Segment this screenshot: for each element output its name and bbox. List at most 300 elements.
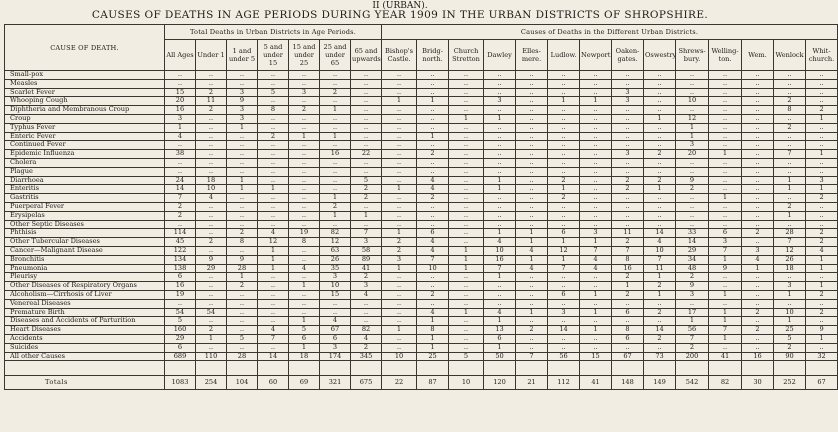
- table-cell: 1: [806, 114, 838, 123]
- table-cell: ..: [580, 194, 612, 203]
- table-cell: ..: [449, 317, 484, 326]
- table-cell: ..: [449, 334, 484, 343]
- table-cell: ..: [449, 343, 484, 352]
- table-cell: 10: [774, 308, 806, 317]
- table-cell: 8: [612, 326, 644, 335]
- table-cell: ..: [351, 158, 382, 167]
- spacer-cell: [417, 361, 449, 376]
- table-cell: ..: [289, 176, 320, 185]
- table-cell: 29: [676, 246, 709, 255]
- table-cell: ..: [676, 211, 709, 220]
- table-cell: ..: [320, 299, 351, 308]
- table-cell: ..: [351, 114, 382, 123]
- table-cell: ..: [742, 220, 774, 229]
- table-cell: ..: [227, 79, 258, 88]
- totals-cell: 22: [382, 376, 417, 390]
- table-cell: 1: [709, 194, 742, 203]
- table-cell: 17: [676, 308, 709, 317]
- table-cell: 1: [806, 255, 838, 264]
- table-cell: ..: [382, 132, 417, 141]
- table-cell: 3: [709, 238, 742, 247]
- totals-cell: 148: [612, 376, 644, 390]
- table-cell: ..: [196, 167, 227, 176]
- table-cell: ..: [351, 88, 382, 97]
- table-cell: ..: [516, 176, 548, 185]
- table-row: [5, 158, 838, 167]
- table-cell: ..: [320, 220, 351, 229]
- table-cell: ..: [449, 97, 484, 106]
- table-cell: ..: [351, 71, 382, 80]
- spacer-cell: [806, 361, 838, 376]
- table-cell: 4: [516, 264, 548, 273]
- table-cell: 4: [417, 246, 449, 255]
- table-cell: 1: [806, 264, 838, 273]
- table-cell: ..: [644, 88, 676, 97]
- table-cell: ..: [382, 71, 417, 80]
- table-cell: 48: [676, 264, 709, 273]
- table-cell: ..: [742, 282, 774, 291]
- table-cell: ..: [351, 141, 382, 150]
- table-row: [5, 343, 838, 352]
- table-cell: 82: [320, 229, 351, 238]
- table-cell: 2: [548, 176, 580, 185]
- table-cell: 1: [516, 238, 548, 247]
- table-cell: 1: [382, 185, 417, 194]
- table-cell: ..: [774, 194, 806, 203]
- table-cell: 8: [289, 238, 320, 247]
- table-cell: 14: [676, 238, 709, 247]
- table-cell: ..: [644, 132, 676, 141]
- table-cell: ..: [580, 334, 612, 343]
- table-cell: 7: [580, 246, 612, 255]
- table-cell: ..: [449, 290, 484, 299]
- table-cell: ..: [320, 158, 351, 167]
- table-cell: ..: [644, 317, 676, 326]
- table-cell: 2: [417, 150, 449, 159]
- table-cell: ..: [289, 273, 320, 282]
- table-cell: 1: [516, 229, 548, 238]
- table-cell: 2: [742, 229, 774, 238]
- table-cell: 4: [742, 255, 774, 264]
- table-cell: ..: [165, 299, 196, 308]
- table-cell: ..: [227, 158, 258, 167]
- table-cell: ..: [417, 141, 449, 150]
- table-cell: 2: [644, 308, 676, 317]
- table-cell: ..: [580, 123, 612, 132]
- table-cell: 2: [258, 132, 289, 141]
- table-cell: 160: [165, 326, 196, 335]
- table-cell: ..: [742, 176, 774, 185]
- table-cell: 16: [612, 264, 644, 273]
- table-cell: ..: [516, 114, 548, 123]
- district-column-header: Dawley: [484, 40, 516, 71]
- table-cell: 2: [774, 97, 806, 106]
- table-cell: ..: [196, 211, 227, 220]
- table-cell: ..: [196, 114, 227, 123]
- table-cell: ..: [382, 88, 417, 97]
- table-cell: ..: [417, 79, 449, 88]
- table-cell: ..: [449, 202, 484, 211]
- table-row: [5, 238, 838, 247]
- cause-label: Venereal Diseases: [5, 299, 165, 308]
- table-cell: ..: [580, 79, 612, 88]
- table-cell: 15: [320, 290, 351, 299]
- table-cell: ..: [417, 158, 449, 167]
- table-row: [5, 194, 838, 203]
- district-column-header: Whit-church.: [806, 40, 838, 71]
- table-cell: ..: [320, 141, 351, 150]
- table-cell: ..: [227, 220, 258, 229]
- table-cell: ..: [516, 150, 548, 159]
- table-cell: 1: [580, 326, 612, 335]
- table-cell: 5: [351, 176, 382, 185]
- table-cell: ..: [612, 343, 644, 352]
- table-cell: 2: [742, 308, 774, 317]
- table-cell: ..: [709, 176, 742, 185]
- table-cell: ..: [774, 220, 806, 229]
- table-cell: ..: [484, 220, 516, 229]
- table-cell: ..: [289, 114, 320, 123]
- table-cell: ..: [676, 79, 709, 88]
- table-cell: ..: [351, 167, 382, 176]
- table-cell: 2: [806, 106, 838, 115]
- table-cell: ..: [644, 194, 676, 203]
- table-cell: 3: [227, 106, 258, 115]
- table-cell: 1: [320, 194, 351, 203]
- table-cell: ..: [676, 158, 709, 167]
- table-cell: ..: [351, 317, 382, 326]
- table-cell: ..: [676, 71, 709, 80]
- table-cell: ..: [196, 158, 227, 167]
- table-cell: ..: [806, 317, 838, 326]
- table-cell: ..: [644, 158, 676, 167]
- table-cell: ..: [196, 141, 227, 150]
- table-cell: 7: [417, 255, 449, 264]
- table-cell: ..: [351, 123, 382, 132]
- table-cell: 2: [382, 238, 417, 247]
- table-cell: ..: [289, 150, 320, 159]
- table-cell: ..: [644, 71, 676, 80]
- totals-cell: 41: [580, 376, 612, 390]
- table-cell: 2: [516, 326, 548, 335]
- table-cell: ..: [742, 211, 774, 220]
- table-row: [5, 326, 838, 335]
- table-cell: 3: [484, 97, 516, 106]
- table-cell: ..: [742, 334, 774, 343]
- totals-cell: 542: [676, 376, 709, 390]
- table-cell: ..: [289, 123, 320, 132]
- table-cell: 41: [351, 264, 382, 273]
- table-cell: 1: [709, 255, 742, 264]
- table-cell: 1: [449, 246, 484, 255]
- district-column-header: Newport: [580, 40, 612, 71]
- table-cell: 1: [227, 176, 258, 185]
- table-cell: ..: [709, 282, 742, 291]
- totals-cell: 321: [320, 376, 351, 390]
- table-cell: ..: [742, 317, 774, 326]
- table-cell: 1: [676, 317, 709, 326]
- table-cell: 3: [580, 229, 612, 238]
- table-cell: ..: [449, 282, 484, 291]
- table-cell: 82: [351, 326, 382, 335]
- table-cell: 2: [676, 185, 709, 194]
- table-cell: 10: [676, 97, 709, 106]
- table-cell: ..: [806, 97, 838, 106]
- table-cell: ..: [382, 202, 417, 211]
- table-cell: 7: [676, 334, 709, 343]
- table-cell: ..: [196, 299, 227, 308]
- table-cell: 1: [196, 334, 227, 343]
- table-cell: ..: [351, 79, 382, 88]
- table-cell: ..: [258, 167, 289, 176]
- table-cell: 19: [289, 229, 320, 238]
- table-cell: ..: [258, 220, 289, 229]
- table-cell: 1: [320, 211, 351, 220]
- table-cell: ..: [774, 273, 806, 282]
- table-cell: ..: [806, 132, 838, 141]
- table-cell: 12: [774, 246, 806, 255]
- spacer-cell: [709, 361, 742, 376]
- table-cell: ..: [320, 185, 351, 194]
- table-cell: ..: [516, 97, 548, 106]
- table-cell: ..: [351, 308, 382, 317]
- table-cell: ..: [417, 167, 449, 176]
- table-cell: 2: [612, 290, 644, 299]
- table-cell: ..: [351, 299, 382, 308]
- table-cell: 1: [258, 246, 289, 255]
- table-cell: ..: [484, 106, 516, 115]
- table-cell: 8: [774, 106, 806, 115]
- table-row: [5, 185, 838, 194]
- table-cell: ..: [742, 273, 774, 282]
- table-cell: 1: [548, 185, 580, 194]
- table-cell: ..: [449, 167, 484, 176]
- cause-label: Pleurisy: [5, 273, 165, 282]
- table-cell: ..: [580, 114, 612, 123]
- table-cell: 1: [165, 123, 196, 132]
- table-cell: 1: [382, 264, 417, 273]
- table-cell: ..: [382, 176, 417, 185]
- cause-label: Diphtheria and Membranous Croup: [5, 106, 165, 115]
- table-cell: ..: [516, 202, 548, 211]
- table-cell: 3: [227, 88, 258, 97]
- table-cell: ..: [382, 299, 417, 308]
- table-cell: ..: [548, 79, 580, 88]
- table-cell: 3: [351, 238, 382, 247]
- table-cell: ..: [612, 220, 644, 229]
- table-cell: 9: [709, 264, 742, 273]
- spacer-cell: [580, 361, 612, 376]
- table-cell: 1: [806, 150, 838, 159]
- table-cell: ..: [548, 334, 580, 343]
- table-cell: 2: [417, 194, 449, 203]
- table-cell: ..: [742, 202, 774, 211]
- table-cell: ..: [449, 79, 484, 88]
- table-cell: 18: [289, 352, 320, 361]
- table-cell: ..: [351, 202, 382, 211]
- table-cell: 5: [289, 326, 320, 335]
- cause-label: Other Diseases of Respiratory Organs: [5, 282, 165, 291]
- table-cell: ..: [709, 211, 742, 220]
- table-cell: ..: [612, 211, 644, 220]
- table-cell: 9: [227, 97, 258, 106]
- table-cell: 1: [382, 229, 417, 238]
- table-cell: 6: [165, 343, 196, 352]
- table-cell: ..: [516, 334, 548, 343]
- table-cell: ..: [417, 202, 449, 211]
- district-column-header: Oaken-gates.: [612, 40, 644, 71]
- table-cell: ..: [612, 194, 644, 203]
- table-cell: ..: [417, 114, 449, 123]
- spacer-cell: [351, 361, 382, 376]
- table-cell: 2: [196, 88, 227, 97]
- table-cell: ..: [516, 132, 548, 141]
- table-cell: 6: [548, 290, 580, 299]
- table-cell: ..: [258, 71, 289, 80]
- table-cell: 3: [742, 246, 774, 255]
- table-cell: 6: [612, 308, 644, 317]
- table-cell: ..: [644, 167, 676, 176]
- district-column-header: Oswestry: [644, 40, 676, 71]
- table-cell: ..: [612, 123, 644, 132]
- table-cell: ..: [580, 282, 612, 291]
- table-cell: ..: [580, 317, 612, 326]
- table-row: [5, 352, 838, 361]
- totals-cell: 30: [742, 376, 774, 390]
- table-cell: ..: [351, 220, 382, 229]
- table-cell: 7: [774, 238, 806, 247]
- totals-cell: 675: [351, 376, 382, 390]
- table-cell: 45: [165, 238, 196, 247]
- table-cell: 1: [417, 97, 449, 106]
- cause-label: Diseases and Accidents of Parturition: [5, 317, 165, 326]
- table-cell: ..: [806, 343, 838, 352]
- table-cell: 2: [351, 194, 382, 203]
- table-cell: ..: [774, 71, 806, 80]
- table-row: [5, 202, 838, 211]
- totals-cell: 67: [806, 376, 838, 390]
- table-row: [5, 106, 838, 115]
- table-cell: 2: [806, 308, 838, 317]
- table-cell: ..: [806, 202, 838, 211]
- table-cell: 50: [484, 352, 516, 361]
- table-cell: ..: [320, 79, 351, 88]
- table-cell: ..: [806, 167, 838, 176]
- table-cell: 1: [709, 308, 742, 317]
- table-cell: ..: [484, 290, 516, 299]
- table-cell: 1: [580, 290, 612, 299]
- table-cell: ..: [449, 326, 484, 335]
- table-cell: ..: [351, 97, 382, 106]
- table-cell: ..: [258, 299, 289, 308]
- table-cell: ..: [580, 202, 612, 211]
- totals-cell: 87: [417, 376, 449, 390]
- table-cell: ..: [227, 343, 258, 352]
- page-label: II (URBAN).: [372, 1, 428, 11]
- totals-cell: 60: [258, 376, 289, 390]
- table-cell: 1: [484, 114, 516, 123]
- table-cell: ..: [548, 132, 580, 141]
- table-cell: ..: [612, 79, 644, 88]
- table-cell: ..: [742, 299, 774, 308]
- table-cell: 25: [774, 326, 806, 335]
- table-cell: 2: [806, 290, 838, 299]
- table-cell: ..: [258, 290, 289, 299]
- spacer-cell: [5, 361, 165, 376]
- table-cell: ..: [516, 211, 548, 220]
- table-cell: ..: [742, 290, 774, 299]
- district-column-header: Wem.: [742, 40, 774, 71]
- table-cell: ..: [742, 88, 774, 97]
- spacer-cell: [548, 361, 580, 376]
- table-cell: 12: [258, 238, 289, 247]
- table-cell: ..: [289, 185, 320, 194]
- table-cell: 2: [165, 202, 196, 211]
- table-cell: 2: [644, 150, 676, 159]
- table-cell: ..: [165, 158, 196, 167]
- table-cell: ..: [548, 150, 580, 159]
- table-cell: 10: [484, 246, 516, 255]
- table-cell: 1: [774, 290, 806, 299]
- table-cell: 2: [644, 282, 676, 291]
- table-cell: ..: [742, 123, 774, 132]
- table-cell: 1: [806, 334, 838, 343]
- table-row: [5, 317, 838, 326]
- table-cell: 2: [351, 343, 382, 352]
- table-cell: 5: [227, 334, 258, 343]
- spacer-cell: [612, 361, 644, 376]
- table-cell: ..: [196, 202, 227, 211]
- table-cell: 7: [709, 326, 742, 335]
- table-cell: 10: [320, 282, 351, 291]
- table-cell: 122: [165, 246, 196, 255]
- table-cell: 7: [548, 264, 580, 273]
- table-cell: ..: [516, 106, 548, 115]
- table-cell: 3: [774, 282, 806, 291]
- table-cell: 1: [227, 273, 258, 282]
- table-cell: 16: [320, 150, 351, 159]
- table-cell: ..: [709, 97, 742, 106]
- table-cell: ..: [742, 97, 774, 106]
- table-cell: ..: [227, 317, 258, 326]
- cause-label: Suicides: [5, 343, 165, 352]
- table-cell: 3: [612, 97, 644, 106]
- table-cell: ..: [580, 273, 612, 282]
- table-row: [5, 132, 838, 141]
- table-cell: 20: [676, 150, 709, 159]
- cause-label: Scarlet Fever: [5, 88, 165, 97]
- table-cell: 18: [774, 264, 806, 273]
- table-row: [5, 71, 838, 80]
- totals-cell: 120: [484, 376, 516, 390]
- table-cell: 1: [449, 264, 484, 273]
- age-column-header: 1 and under 5: [227, 40, 258, 71]
- table-cell: ..: [774, 132, 806, 141]
- cause-label: Phthisis: [5, 229, 165, 238]
- table-cell: 3: [165, 114, 196, 123]
- table-cell: ..: [484, 71, 516, 80]
- table-cell: ..: [806, 158, 838, 167]
- table-cell: ..: [580, 132, 612, 141]
- table-cell: 2: [612, 185, 644, 194]
- table-cell: 2: [644, 334, 676, 343]
- deaths-table: [4, 24, 838, 390]
- table-cell: 2: [806, 194, 838, 203]
- table-cell: 9: [196, 255, 227, 264]
- table-cell: ..: [516, 299, 548, 308]
- table-row: [5, 114, 838, 123]
- table-cell: 16: [165, 282, 196, 291]
